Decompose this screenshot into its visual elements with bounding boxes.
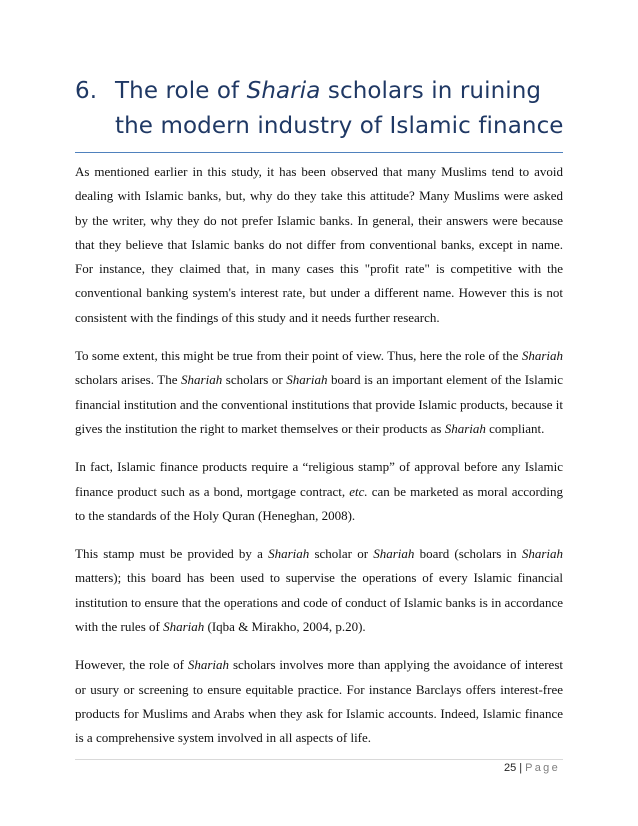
text-run: As mentioned earlier in this study, it has been observed that many Muslims tend to avoid dealing with Islamic banks, but, why do they take this attitude? Many Muslims were asked by the writer, why they do not prefer Islamic banks. In general, their answers were because that they believe that Islamic banks do not differ from conventional banks, except in name. For instance, they claimed that, in many cases this "profit rate" is competitive with the conventional banking system's interest rate, but under a different name. However this is not consistent with the findings of this study and it needs further research.	[75, 164, 563, 325]
paragraph	[75, 455, 563, 528]
italic-term: Shariah	[286, 372, 328, 388]
text-run: can be marketed as moral according to the standards of the Holy Quran (Heneghan, 2008).	[75, 483, 563, 523]
italic-term: Shariah	[521, 546, 564, 562]
italic-term: Shariah	[163, 619, 205, 635]
text-run: scholar or	[309, 546, 374, 562]
page-label: Page	[525, 762, 560, 774]
text-run: board is an important element of the Islamic financial institution and the conventional institutions that provide Islamic products, because it gives the institution the right to market themselves or their products as	[75, 372, 563, 436]
heading-text-end: scholars in ruining	[320, 78, 542, 104]
text-run: board (scholars in	[414, 546, 522, 562]
italic-term: etc.	[349, 483, 368, 499]
paragraph	[75, 542, 563, 639]
text-run: matters); this board has been used to supervise the operations of every Islamic financial institution to ensure that the operations and code of conduct of Islamic banks is in accordance with the rules of	[75, 570, 563, 635]
page-footer	[0, 762, 560, 774]
section-heading-line-2: the modern industry of Islamic finance	[115, 113, 564, 139]
text-run: scholars arises. The	[75, 372, 182, 388]
text-run: In fact, Islamic finance products require a “religious stamp” of approval before any Islamic finance product such as a bond, mortgage contract,	[75, 459, 563, 499]
heading-underline-divider	[75, 152, 563, 153]
text-run: To some extent, this might be true from their point of view. Thus, here the role of the	[75, 348, 522, 364]
text-run: scholars or	[222, 372, 287, 388]
footer-separator: |	[519, 762, 523, 774]
text-run: (Iqba & Mirakho, 2004, p.20).	[204, 619, 366, 635]
heading-italic-term: Sharia	[246, 78, 321, 104]
page-number: 25	[504, 762, 517, 774]
italic-term: Shariah	[187, 657, 230, 673]
text-run: scholars involves more than applying the avoidance of interest or usury or screening to ensure equitable practice. For instance Barclays offers interest-free products for Muslims and Arabs when they ask for Islamic accounts. Indeed, Islamic finance is a comprehensive system involved in all aspects of life.	[75, 657, 563, 746]
footer-divider	[75, 759, 563, 760]
italic-term: Shariah	[444, 420, 486, 436]
text-run: This stamp must be provided by a	[75, 546, 269, 562]
italic-term: Shariah	[181, 372, 223, 388]
italic-term: Shariah	[521, 348, 563, 364]
heading-text-start: The role of	[115, 78, 247, 104]
italic-term: Shariah	[268, 546, 310, 562]
section-heading-line-1	[75, 74, 575, 109]
paragraph	[75, 653, 563, 750]
section-number: 6.	[75, 78, 98, 104]
paragraph	[75, 344, 563, 441]
text-run: compliant.	[485, 420, 545, 436]
text-run: However, the role of	[75, 657, 188, 673]
section-heading	[75, 74, 575, 144]
body-text	[75, 160, 563, 765]
paragraph	[75, 160, 563, 330]
italic-term: Shariah	[373, 546, 415, 562]
